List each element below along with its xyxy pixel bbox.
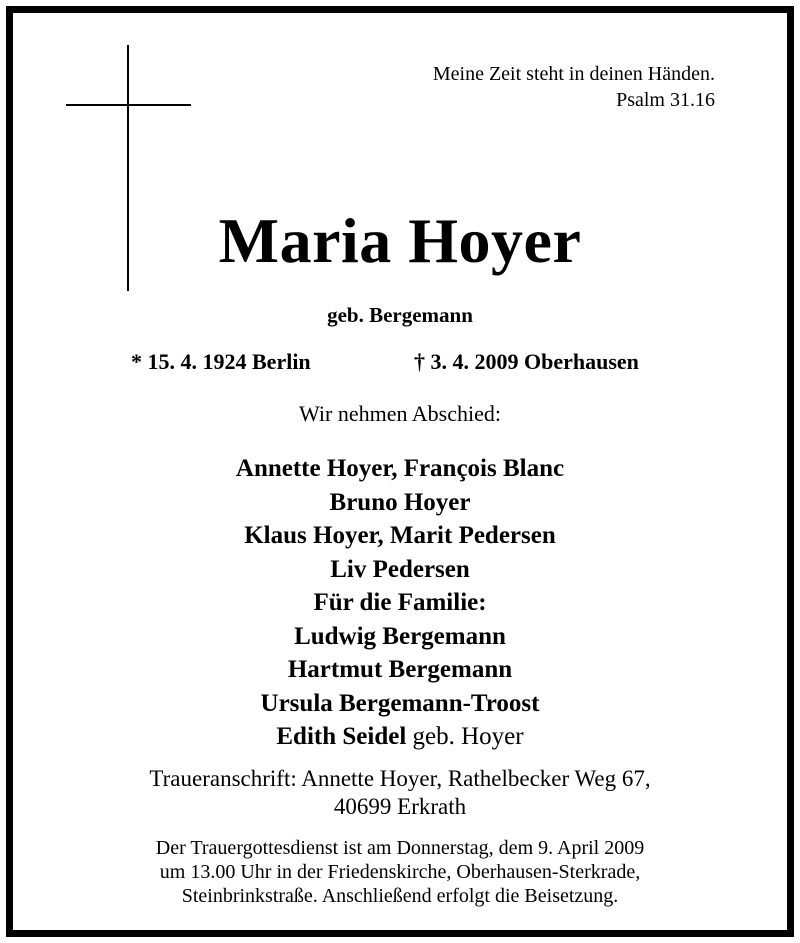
mourner-line: Ludwig Bergemann [294, 622, 506, 650]
mourning-address [13, 765, 787, 821]
maiden-name: geb. Bergemann [327, 303, 473, 327]
service-line: um 13.00 Uhr in der Friedenskirche, Oberhausen-Sterkrade, [159, 861, 641, 883]
verse-source: Psalm 31.16 [616, 89, 715, 111]
mourner-line: Liv Pedersen [330, 555, 470, 583]
birth-date: * 15. 4. 1924 Berlin [131, 349, 311, 374]
mourner-line: Klaus Hoyer, Marit Pedersen [244, 522, 556, 549]
mourner-line: Bruno Hoyer [329, 488, 471, 516]
mourner-line: Ursula Bergemann-Troost [260, 689, 540, 717]
service-line: Steinbrinkstraße. Anschließend erfolgt die Beisetzung. [181, 885, 619, 907]
mourners-list [13, 452, 787, 754]
obituary-notice [6, 6, 794, 937]
cross-icon-horizontal [66, 104, 191, 106]
mourner-line [13, 720, 787, 754]
mourner-line: Annette Hoyer, François Blanc [235, 455, 565, 482]
death-date: † 3. 4. 2009 Oberhausen [414, 349, 639, 374]
address-line: Traueranschrift: Annette Hoyer, Rathelbecker Weg 67, [149, 766, 651, 791]
mourner-line: Hartmut Bergemann [287, 656, 513, 683]
funeral-service-info [13, 836, 787, 908]
address-line: 40699 Erkrath [333, 794, 467, 819]
mourner-maiden-name: geb. Hoyer [412, 723, 524, 750]
mourner-name: Edith Seidel [276, 723, 407, 750]
family-heading: Für die Familie: [313, 589, 487, 616]
verse-quote: Meine Zeit steht in deinen Händen. [432, 63, 715, 85]
deceased-name: Maria Hoyer [218, 205, 582, 276]
service-line: Der Trauergottesdienst ist am Donnerstag, dem 9. April 2009 [155, 837, 645, 859]
bible-verse [433, 61, 715, 113]
farewell-heading: Wir nehmen Abschied: [299, 401, 501, 426]
